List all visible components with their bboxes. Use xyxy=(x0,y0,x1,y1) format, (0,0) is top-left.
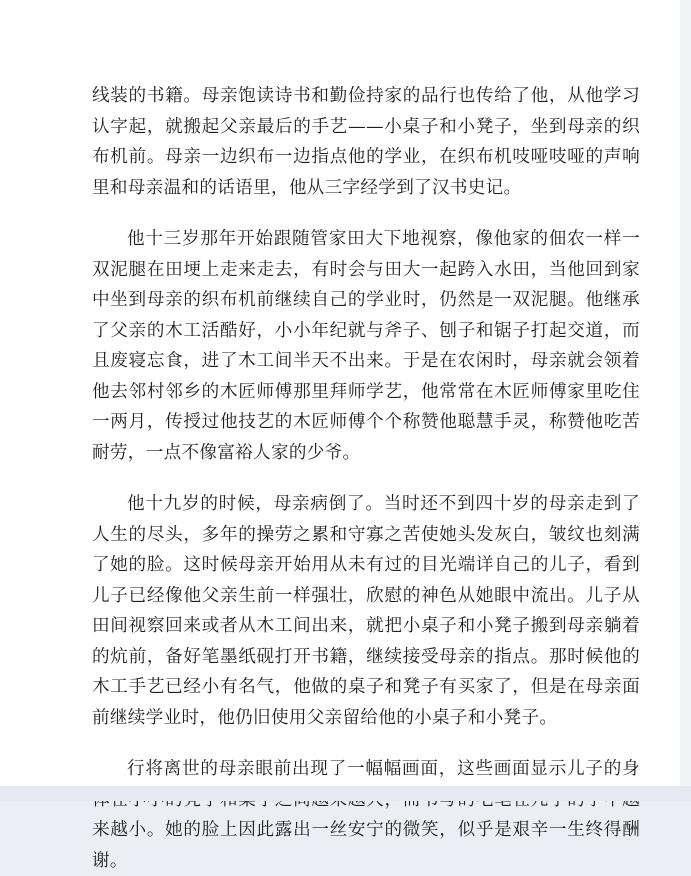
bottom-bar xyxy=(0,786,691,801)
body-text xyxy=(92,81,640,876)
paragraph-2: 他十三岁那年开始跟随管家田大下地视察，像他家的佃农一样一双泥腿在田埂上走来走去，有时会与田大一起跨入水田，当他回到家中坐到母亲的织布机前继续自己的学业时，仍然是一双泥腿。他继承了父亲的木工活酷好，小小年纪就与斧子、刨子和锯子打起交道，而且废寝忘食，进了木工间半天不出来。于是在农闲时，母亲就会领着他去邻村邻乡的木匠师傅那里拜师学艺，他常常在木匠师傅家里吃住一两月，传授过他技艺的木匠师傅个个称赞他聪慧手灵，称赞他吃苦耐劳，一点不像富裕人家的少爷。 xyxy=(92,229,640,463)
paragraph-1: 线装的书籍。母亲饱读诗书和勤俭持家的品行也传给了他，从他学习认字起，就搬起父亲最后的手艺——小桌子和小凳子，坐到母亲的织布机前。母亲一边织布一边指点他的学业，在织布机吱哑吱哑的声响里和母亲温和的话语里，他从三字经学到了汉书史记。 xyxy=(92,86,640,198)
paragraph-4: 行将离世的母亲眼前出现了一幅幅画面，这些画面显示儿子的身 来越小。她的脸上因此露出一丝安宁的微笑，似乎是艰辛一生终得酬谢。 xyxy=(92,759,640,871)
paragraph-3: 他十九岁的时候，母亲病倒了。当时还不到四十岁的母亲走到了人生的尽头，多年的操劳之累和守寡之苦使她头发灰白，皱纹也刻满了她的脸。这时候母亲开始用从未有过的目光端详自己的儿子，看到儿子已经像他父亲生前一样强壮，欣慰的神色从她眼中流出。儿子从田间视察回来或者从木工间出来，就把小桌子和小凳子搬到母亲躺着的炕前，备好笔墨纸砚打开书籍，继续接受母亲的指点。那时候他的木工手艺已经小有名气，他做的桌子和凳子有买家了，但是在母亲面前继续学业时，他仍旧使用父亲留给他的小桌子和小凳子。 xyxy=(92,494,640,728)
paragraph-gap xyxy=(92,733,640,754)
paragraph-gap xyxy=(92,203,640,224)
paragraph-gap xyxy=(92,468,640,489)
vertical-scrollbar[interactable] xyxy=(680,0,691,786)
